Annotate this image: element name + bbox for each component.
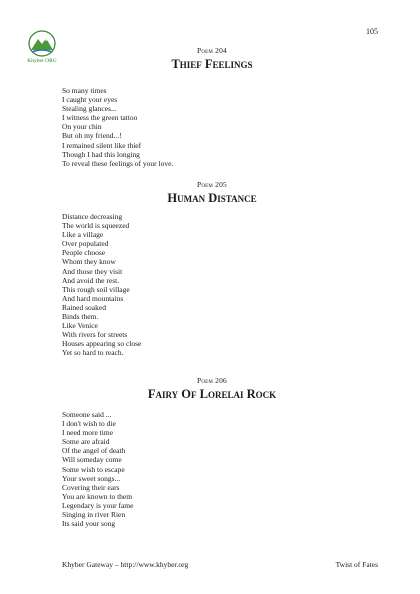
poem-lines <box>62 410 133 528</box>
poem-line: So many times <box>62 86 107 95</box>
poem-line: Your sweet songs... <box>62 473 121 483</box>
poem-line: And avoid the rest. <box>62 275 120 285</box>
poem-line: Like Venice <box>62 321 98 331</box>
poem-number: Poem 206 <box>196 376 227 385</box>
poem-line: To reveal these feelings of your love. <box>62 158 174 168</box>
poem-line: But oh my friend...! <box>62 131 122 141</box>
poem-line: I witness the green tattoo <box>62 113 138 123</box>
poem-line: Though I had this longing <box>62 149 140 159</box>
footer-book-title: Twist of Fates <box>335 560 378 569</box>
poem-line: Yet so hard to reach. <box>62 348 124 358</box>
poem-line: The world is squeezed <box>62 221 130 231</box>
poem-title: Fairy Of Lorelai Rock <box>147 387 277 401</box>
poem-line: Like a village <box>62 230 104 240</box>
poem-line: And hard mountains <box>62 293 124 303</box>
poem-line: I need more time <box>62 428 114 438</box>
poem-line: Its said your song <box>62 519 116 529</box>
poem-line: Over populated <box>62 239 109 249</box>
poem-line: Some are afraid <box>62 437 110 447</box>
poem-line: With rivers for streets <box>62 330 128 340</box>
poem-line: Houses appearing so close <box>62 339 142 349</box>
poem-lines <box>62 86 173 168</box>
poem-line: People choose <box>62 248 106 258</box>
poem-number: Poem 205 <box>196 180 227 189</box>
poem-line: I caught your eyes <box>62 95 118 105</box>
khyber-logo <box>22 30 62 64</box>
poem-line: Distance decreasing <box>62 212 123 221</box>
poem-line: And those they visit <box>62 266 123 276</box>
poem-204 <box>62 46 362 72</box>
poem-line: Rained soaked <box>62 302 106 312</box>
poem-206 <box>62 376 362 402</box>
poem-line: Whom they know <box>62 257 116 267</box>
poem-line: I don't wish to die <box>62 419 116 429</box>
footer-source: Khyber Gateway – http://www.khyber.org <box>62 560 189 569</box>
poem-line: I remained silent like thief <box>62 140 142 150</box>
poem-line: Someone said ... <box>62 410 112 419</box>
poem-line: Legendary is your fame <box>62 500 134 510</box>
page-number: 105 <box>366 27 378 36</box>
poem-line: Covering their ears <box>62 482 120 492</box>
poem-line: This rough soil village <box>62 284 130 294</box>
poem-line: You are known to them <box>62 491 133 501</box>
poem-205 <box>62 180 362 206</box>
poem-line: Stealing glances... <box>62 104 117 114</box>
poem-line: Of the angel of death <box>62 446 126 456</box>
poem-line: Some wish to escape <box>62 464 125 474</box>
poem-number: Poem 204 <box>196 46 227 55</box>
logo-text: Khyber ORG <box>27 58 57 64</box>
poem-line: Will someday come <box>62 455 122 465</box>
poem-title: Human Distance <box>167 191 257 205</box>
poem-line: Singing in river Rien <box>62 510 126 520</box>
poem-line: On your chin <box>62 122 102 132</box>
poem-lines <box>62 212 141 358</box>
poem-title: Thief Feelings <box>171 57 253 71</box>
poem-line: Binds them. <box>62 312 99 322</box>
mountain-logo-icon <box>27 30 57 57</box>
